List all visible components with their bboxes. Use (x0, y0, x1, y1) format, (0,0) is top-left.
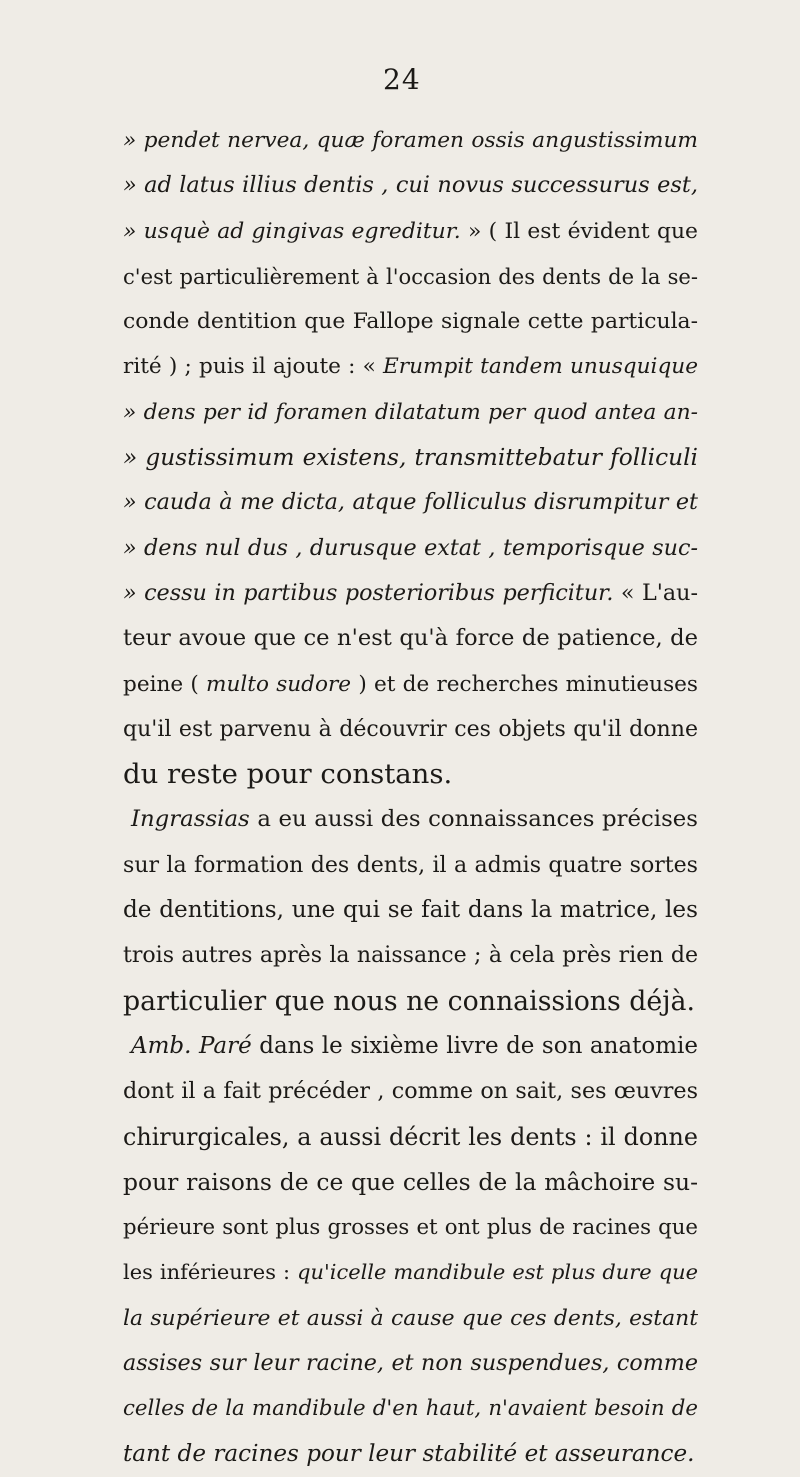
italic-segment: » cauda à me dicta, atque folliculus disrumpitur et (123, 489, 698, 516)
text-line (123, 1160, 698, 1205)
text-line (123, 616, 698, 661)
text-line (123, 843, 698, 888)
italic-segment: » pendet nervea, quæ foramen ossis angustissimum (123, 128, 698, 153)
text-segment: peine ( (123, 671, 207, 697)
page-number: 24 (383, 63, 421, 96)
text-segment: de dentitions, une qui se fait dans la matrice, les (123, 897, 698, 924)
italic-segment: » usquè ad gingivas egreditur. (123, 218, 461, 244)
italic-segment: multo sudore (206, 671, 352, 697)
text-line (123, 1024, 698, 1069)
text-segment: particulier que nous ne connaissions déjà. (123, 985, 695, 1017)
body-text (123, 118, 698, 1477)
text-line (123, 979, 698, 1024)
text-segment: « L'au- (613, 579, 699, 606)
text-line (123, 1069, 698, 1114)
text-segment: pour raisons de ce que celles de la mâchoire su- (123, 1167, 698, 1196)
text-line (123, 1115, 698, 1160)
text-line (123, 707, 698, 752)
italic-segment: tant de racines pour leur stabilité et asseurance. (123, 1440, 695, 1467)
italic-segment: » gustissimum existens, transmittebatur folliculi (123, 444, 698, 472)
italic-segment: assises sur leur racine, et non suspendues, comme (123, 1350, 698, 1377)
text-line (123, 752, 698, 797)
text-segment: chirurgicales, a aussi décrit les dents : il donne (123, 1122, 698, 1151)
text-line (123, 390, 698, 435)
text-line (123, 797, 698, 842)
text-segment: périeure sont plus grosses et ont plus de racines que (123, 1215, 698, 1241)
italic-segment: » dens nul dus , durusque extat , temporisque suc- (123, 534, 698, 561)
text-line (123, 299, 698, 344)
text-line (123, 1205, 698, 1250)
text-line (123, 1296, 698, 1341)
text-segment: du reste pour constans. (123, 758, 453, 791)
text-segment: c'est particulièrement à l'occasion des dents de la se- (123, 263, 698, 289)
text-segment: sur la formation des dents, il a admis quatre sortes (123, 852, 698, 878)
italic-segment: la supérieure et aussi à cause que ces dents, estant (123, 1305, 698, 1331)
text-segment: conde dentition que Fallope signale cette particula- (123, 309, 698, 335)
italic-segment: » ad latus illius dentis , cui novus successurus est, (123, 172, 698, 199)
text-segment: ) et de recherches minutieuses (351, 671, 698, 697)
text-line (123, 1432, 698, 1477)
text-line (123, 209, 698, 254)
italic-segment: Amb. Paré (131, 1032, 252, 1059)
text-line (123, 1250, 698, 1295)
text-segment: dans le sixième livre de son anatomie (251, 1032, 698, 1059)
text-line (123, 888, 698, 933)
text-line (123, 1341, 698, 1386)
text-line (123, 933, 698, 978)
text-line (123, 118, 698, 163)
text-segment: a eu aussi des connaissances précises (249, 806, 698, 833)
italic-segment: » cessu in partibus posterioribus perficitur. (123, 579, 614, 606)
text-segment: les inférieures : (123, 1260, 298, 1285)
italic-segment: qu'icelle mandibule est plus dure que (297, 1260, 699, 1285)
text-line (123, 662, 698, 707)
italic-segment: » dens per id foramen dilatatum per quod antea an- (123, 399, 698, 425)
text-line (123, 254, 698, 299)
italic-segment: Erumpit tandem unusquique (383, 354, 698, 380)
text-line (123, 571, 698, 616)
text-line (123, 435, 698, 480)
text-segment: dont il a fait précéder , comme on sait, ses œuvres (123, 1078, 698, 1105)
text-segment: rité ) ; puis il ajoute : « (123, 354, 384, 380)
text-line (123, 344, 698, 389)
text-segment: qu'il est parvenu à découvrir ces objets qu'il donne (123, 716, 698, 742)
italic-segment: celles de la mandibule d'en haut, n'avaient besoin de (123, 1396, 698, 1422)
italic-segment: Ingrassias (131, 806, 250, 833)
text-segment: » ( Il est évident que (460, 218, 698, 244)
text-line (123, 163, 698, 208)
text-line (123, 526, 698, 571)
text-line (123, 1386, 698, 1431)
text-segment: trois autres après la naissance ; à cela près rien de (123, 943, 698, 969)
text-segment: teur avoue que ce n'est qu'à force de patience, de (123, 625, 698, 652)
text-line (123, 480, 698, 525)
